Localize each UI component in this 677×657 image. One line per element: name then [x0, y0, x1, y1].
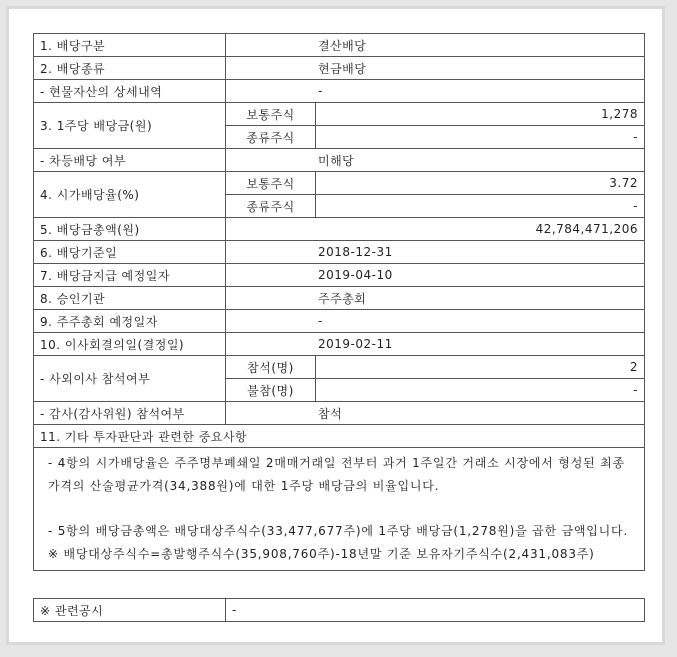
row-value: 2018-12-31 [226, 241, 645, 264]
table-row [34, 287, 645, 310]
row-label: 10. 이사회결의일(결정일) [34, 333, 226, 356]
sub-label: 종류주식 [226, 195, 316, 218]
row-value: 1,278 [316, 103, 645, 126]
row-value: - [316, 126, 645, 149]
table-row [34, 264, 645, 287]
row-value: 2019-02-11 [226, 333, 645, 356]
row-label: 9. 주주총회 예정일자 [34, 310, 226, 333]
row-value: - [226, 310, 645, 333]
row-label: - 현물자산의 상세내역 [34, 80, 226, 103]
dividend-table [33, 33, 645, 571]
row-value: 42,784,471,206 [226, 218, 645, 241]
row-value: 2019-04-10 [226, 264, 645, 287]
row-value: - [316, 379, 645, 402]
sub-label: 보통주식 [226, 103, 316, 126]
row-value: 3.72 [316, 172, 645, 195]
row-label: 6. 배당기준일 [34, 241, 226, 264]
table-row [34, 172, 645, 195]
row-label: - 차등배당 여부 [34, 149, 226, 172]
table-row [34, 149, 645, 172]
row-value: 미해당 [226, 149, 645, 172]
table-row [34, 103, 645, 126]
table-row [34, 80, 645, 103]
row-value: - [226, 80, 645, 103]
table-row [34, 356, 645, 379]
note-paragraph: - 4항의 시가배당율은 주주명부폐쇄일 2매매거래일 전부터 과거 1주일간 거래소 시장에서 형성된 최종가격의 산술평균가격(34,388원)에 대한 1주당 배당금의 비율입니다. [48, 456, 625, 493]
row-label: 1. 배당구분 [34, 34, 226, 57]
row-label: 2. 배당종류 [34, 57, 226, 80]
row-label: - 감사(감사위원) 참석여부 [34, 402, 226, 425]
table-row [34, 310, 645, 333]
row-label: 3. 1주당 배당금(원) [34, 103, 226, 149]
row-label: 8. 승인기관 [34, 287, 226, 310]
row-value: 참석 [226, 402, 645, 425]
row-value: 주주총회 [226, 287, 645, 310]
table-row [34, 448, 645, 571]
related-value: - [226, 599, 645, 622]
notes-cell [34, 448, 645, 571]
row-label: 7. 배당금지급 예정일자 [34, 264, 226, 287]
table-row [34, 34, 645, 57]
table-row [34, 241, 645, 264]
row-value: 현금배당 [226, 57, 645, 80]
sub-label: 불참(명) [226, 379, 316, 402]
table-row [34, 57, 645, 80]
sub-label: 참석(명) [226, 356, 316, 379]
row-value: 결산배당 [226, 34, 645, 57]
related-disclosure-table [33, 598, 645, 622]
table-row [34, 599, 645, 622]
row-label: 5. 배당금총액(원) [34, 218, 226, 241]
note-paragraph: ※ 배당대상주식수=총발행주식수(35,908,760주)-18년말 기준 보유자기주식수(2,431,083주) [48, 547, 595, 561]
related-label: ※ 관련공시 [34, 599, 226, 622]
table-row [34, 333, 645, 356]
sub-label: 보통주식 [226, 172, 316, 195]
table-row [34, 218, 645, 241]
note-paragraph: - 5항의 배당금총액은 배당대상주식수(33,477,677주)에 1주당 배당금(1,278원)을 곱한 금액입니다. [48, 524, 629, 538]
row-label: 4. 시가배당율(%) [34, 172, 226, 218]
table-row [34, 425, 645, 448]
table-row [34, 402, 645, 425]
section-heading: 11. 기타 투자판단과 관련한 중요사항 [34, 425, 645, 448]
row-value: - [316, 195, 645, 218]
row-label: - 사외이사 참석여부 [34, 356, 226, 402]
row-value: 2 [316, 356, 645, 379]
sub-label: 종류주식 [226, 126, 316, 149]
